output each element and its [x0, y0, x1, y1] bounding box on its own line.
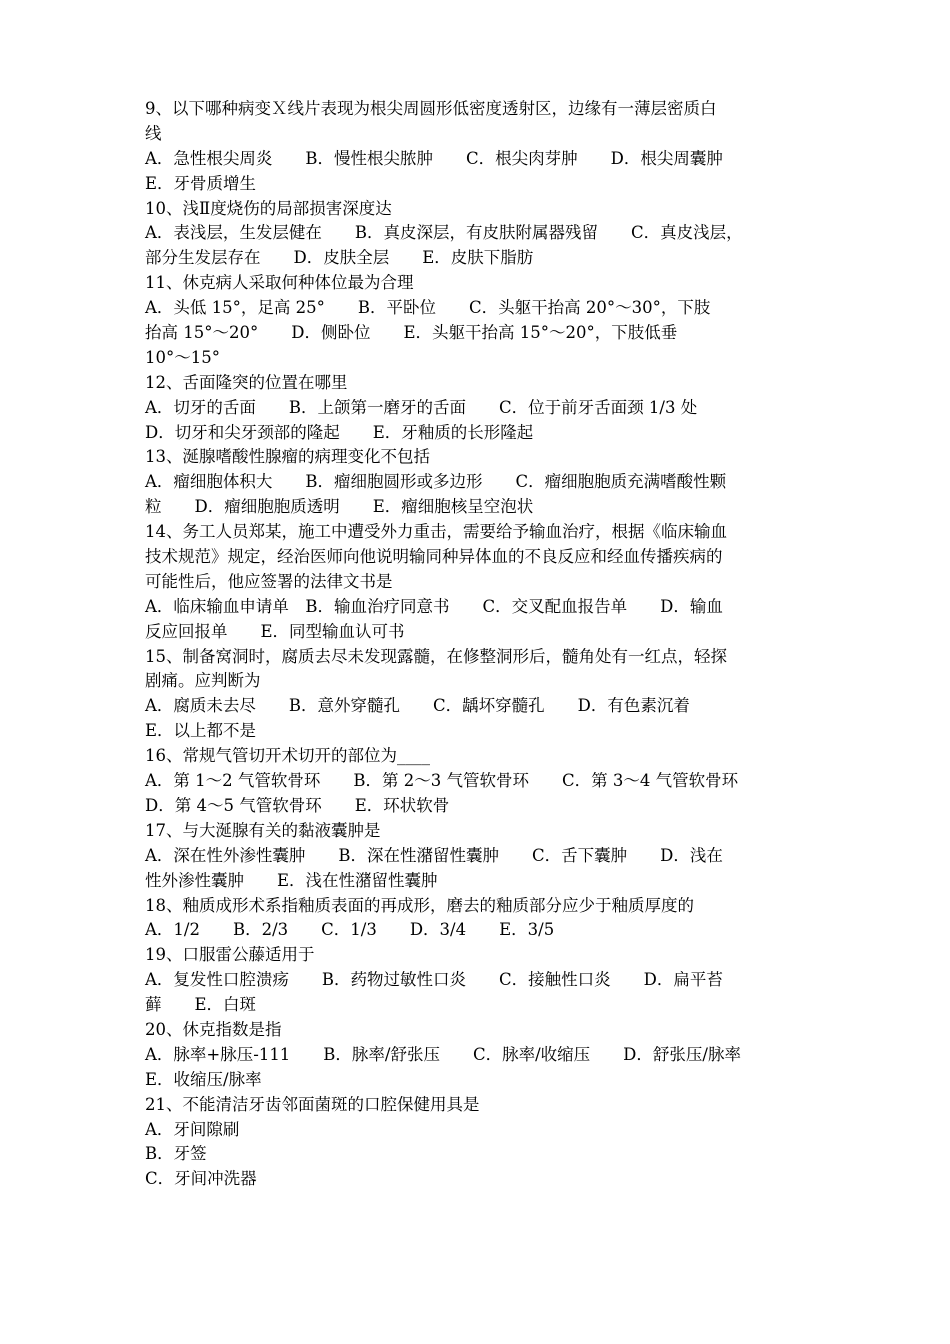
text-line: D．切牙和尖牙颈部的隆起 E．牙釉质的长形隆起: [145, 422, 534, 442]
text-line: A．脉率+脉压-111 B．脉率/舒张压 C．脉率/收缩压 D．舒张压/脉率: [145, 1044, 741, 1064]
text-line: E．牙骨质增生: [145, 173, 257, 193]
text-line: A．深在性外渗性囊肿 B．深在性潴留性囊肿 C．舌下囊肿 D．浅在: [145, 845, 723, 865]
text-line: A．头低 15°，足高 25° B．平卧位 C．头躯干抬高 20°～30°，下肢: [145, 298, 711, 318]
text-line: 抬高 15°～20° D．侧卧位 E．头躯干抬高 15°～20°，下肢低垂: [145, 323, 678, 343]
text-line: 反应回报单 E．同型输血认可书: [145, 621, 405, 641]
text-line: A．临床输血申请单 B．输血治疗同意书 C．交叉配血报告单 D．输血: [145, 596, 723, 616]
text-line: 10、浅Ⅱ度烧伤的局部损害深度达: [145, 198, 392, 218]
text-line: A．复发性口腔溃疡 B．药物过敏性口炎 C．接触性口炎 D．扁平苔: [145, 970, 723, 990]
text-line: 11、休克病人采取何种体位最为合理: [145, 273, 414, 293]
text-line: 剧痛。应判断为: [145, 671, 261, 691]
text-line: 21、不能清洁牙齿邻面菌斑的口腔保健用具是: [145, 1094, 480, 1114]
text-line: A．瘤细胞体积大 B．瘤细胞圆形或多边形 C．瘤细胞胞质充满嗜酸性颗: [145, 472, 727, 492]
text-line: 可能性后，他应签署的法律文书是: [145, 571, 393, 591]
text-line: 20、休克指数是指: [145, 1019, 282, 1039]
text-line: 13、涎腺嗜酸性腺瘤的病理变化不包括: [145, 447, 430, 467]
text-line: A．急性根尖周炎 B．慢性根尖脓肿 C．根尖肉芽肿 D．根尖周囊肿: [145, 148, 723, 168]
text-line: A．第 1～2 气管软骨环 B．第 2～3 气管软骨环 C．第 3～4 气管软骨环: [145, 771, 739, 791]
text-line: 技术规范》规定，经治医师向他说明输同种异体血的不良反应和经血传播疾病的: [145, 547, 723, 567]
text-line: A．腐质未去尽 B．意外穿髓孔 C．龋坏穿髓孔 D．有色素沉着: [145, 696, 690, 716]
text-line: D．第 4～5 气管软骨环 E．环状软骨: [145, 795, 450, 815]
text-line: 17、与大涎腺有关的黏液囊肿是: [145, 820, 381, 840]
text-line: 15、制备窝洞时，腐质去尽未发现露髓，在修整洞形后，髓角处有一红点，轻探: [145, 646, 727, 666]
text-line: A．切牙的舌面 B．上颌第一磨牙的舌面 C．位于前牙舌面颈 1/3 处: [145, 397, 698, 417]
text-line: 性外渗性囊肿 E．浅在性潴留性囊肿: [145, 870, 438, 890]
text-line: 粒 D．瘤细胞胞质透明 E．瘤细胞核呈空泡状: [145, 497, 534, 517]
text-line: 9、以下哪种病变Ｘ线片表现为根尖周圆形低密度透射区，边缘有一薄层密质白: [145, 99, 717, 118]
text-line: 10°～15°: [145, 347, 220, 367]
text-line: 18、釉质成形术系指釉质表面的再成形，磨去的釉质部分应少于釉质厚度的: [145, 895, 694, 915]
text-line: 12、舌面隆突的位置在哪里: [145, 372, 348, 392]
text-line: 19、口服雷公藤适用于: [145, 945, 315, 965]
document-page: [145, 97, 825, 1192]
text-line: A．牙间隙刷: [145, 1119, 240, 1139]
text-line: E．以上都不是: [145, 721, 257, 741]
text-line: 线: [145, 123, 162, 143]
text-line: 16、常规气管切开术切开的部位为____: [145, 746, 430, 766]
text-line: A．1/2 B．2/3 C．1/3 D．3/4 E．3/5: [145, 920, 555, 940]
text-line: A．表浅层，生发层健在 B．真皮深层，有皮肤附属器残留 C．真皮浅层，: [145, 223, 743, 243]
text-line: E．收缩压/脉率: [145, 1069, 262, 1089]
text-line: 部分生发层存在 D．皮肤全层 E．皮肤下脂肪: [145, 248, 534, 268]
text-line: C．牙间冲洗器: [145, 1169, 257, 1189]
text-line: 14、务工人员郑某，施工中遭受外力重击，需要给予输血治疗，根据《临床输血: [145, 522, 727, 542]
text-line: B．牙签: [145, 1144, 207, 1164]
text-line: 藓 E．白斑: [145, 995, 257, 1015]
